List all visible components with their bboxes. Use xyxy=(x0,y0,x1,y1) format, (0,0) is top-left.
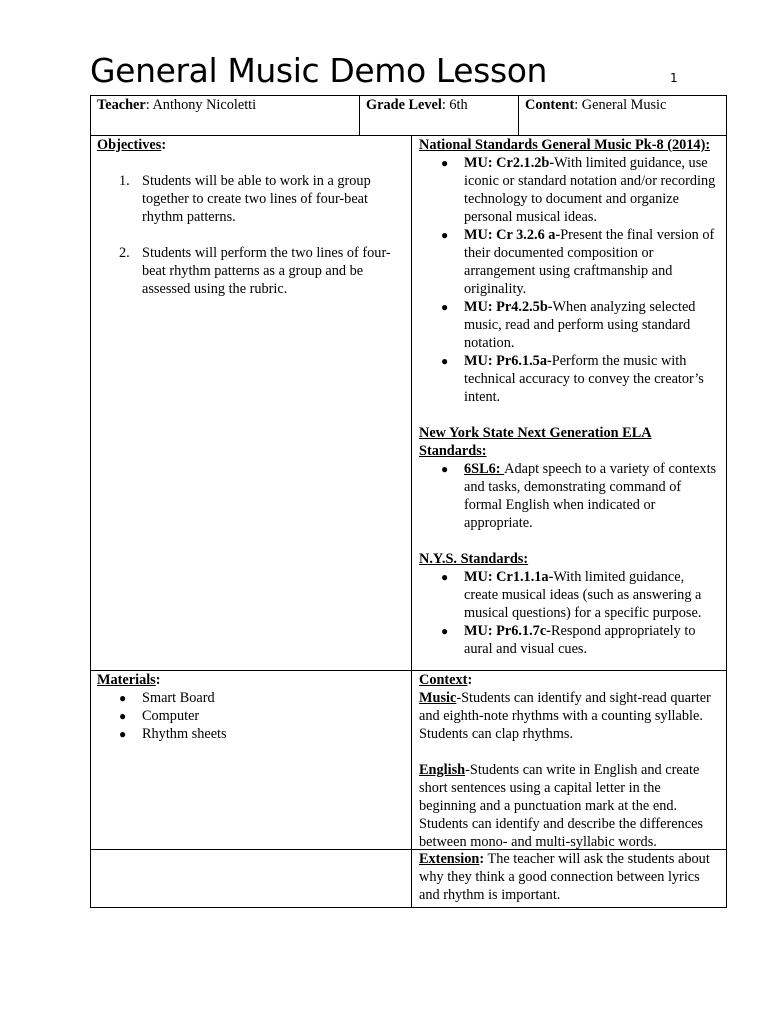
content-cell xyxy=(525,96,725,136)
context-cell xyxy=(419,671,721,851)
column-divider xyxy=(411,135,412,908)
teacher-label: Teacher xyxy=(97,97,146,113)
bullet-icon: ● xyxy=(441,570,449,584)
context-heading: Context: xyxy=(419,672,473,688)
content-label: Content xyxy=(525,97,575,113)
header-divider-1 xyxy=(359,95,360,136)
bullet-icon: ● xyxy=(119,691,127,705)
header-divider-2 xyxy=(518,95,519,136)
standard-item: ● MU: Pr4.2.5b-When analyzing selected music, read and perform using standard notation. xyxy=(419,298,721,352)
objective-item: 1. Students will be able to work in a group together to create two lines of four-beat rhythm patterns. xyxy=(119,173,371,225)
material-item: ● Rhythm sheets xyxy=(97,725,409,743)
standard-item: ● 6SL6: Adapt speech to a variety of contexts and tasks, demonstrating command of formal English when indicated or appropriate. xyxy=(419,460,721,532)
ela-standards-heading: New York State Next Generation ELA Standards: xyxy=(419,425,652,459)
bullet-icon: ● xyxy=(119,709,127,723)
grade-cell xyxy=(366,96,516,136)
objectives-list xyxy=(97,172,409,298)
nys-standards-heading: N.Y.S. Standards: xyxy=(419,551,529,567)
material-item: ● Smart Board xyxy=(97,689,409,707)
bullet-icon: ● xyxy=(441,228,449,242)
standard-item: ● MU: Cr1.1.1a-With limited guidance, create musical ideas (such as answering a musical questions) for a specific purpose. xyxy=(419,568,721,622)
objective-item: 2. Students will perform the two lines of four-beat rhythm patterns as a group and be assessed using the rubric. xyxy=(119,245,391,297)
standard-item: ● MU: Pr6.1.7c-Respond appropriately to aural and visual cues. xyxy=(419,622,721,658)
teacher-cell xyxy=(97,96,357,136)
document-title: General Music Demo Lesson xyxy=(90,51,548,90)
materials-heading: Materials: xyxy=(97,672,161,688)
grade-label: Grade Level xyxy=(366,97,442,113)
standard-item: ● MU: Cr2.1.2b-With limited guidance, use iconic or standard notation and/or recording technology to document and organize personal musical ideas. xyxy=(419,154,721,226)
materials-cell xyxy=(97,671,409,743)
ela-standards-list xyxy=(419,460,721,532)
bullet-icon: ● xyxy=(441,462,449,476)
objectives-heading: Objectives: xyxy=(97,137,167,153)
bullet-icon: ● xyxy=(441,354,449,368)
extension-cell: Extension: The teacher will ask the students about why they think a good connection between lyrics and rhythm is important. xyxy=(419,851,710,903)
bullet-icon: ● xyxy=(119,727,127,741)
context-music: Music-Students can identify and sight-read quarter and eighth-note rhythms with a counting syllable. Students can clap rhythms. xyxy=(419,690,711,742)
nys-standards-list xyxy=(419,568,721,658)
standard-item: ● MU: Pr6.1.5a-Perform the music with technical accuracy to convey the creator’s intent. xyxy=(419,352,721,406)
materials-list xyxy=(97,689,409,743)
objectives-cell xyxy=(97,136,409,316)
teacher-value: : Anthony Nicoletti xyxy=(145,97,257,113)
bullet-icon: ● xyxy=(441,624,449,638)
standards-cell xyxy=(419,136,721,658)
content-value: : General Music xyxy=(574,97,667,113)
bullet-icon: ● xyxy=(441,300,449,314)
national-standards-heading: National Standards General Music Pk-8 (2014): xyxy=(419,137,711,153)
material-item: ● Computer xyxy=(97,707,409,725)
page-number: 1 xyxy=(670,71,678,85)
grade-value: : 6th xyxy=(441,97,468,113)
bullet-icon: ● xyxy=(441,156,449,170)
standard-item: ● MU: Cr 3.2.6 a-Present the final version of their documented composition or arrangement using craftmanship and originality. xyxy=(419,226,721,298)
national-standards-list xyxy=(419,154,721,406)
context-english: English-Students can write in English and create short sentences using a capital letter in the beginning and a punctuation mark at the end. Students can identify and describe the differences between mono- and multi-syllabic words. xyxy=(419,762,703,850)
